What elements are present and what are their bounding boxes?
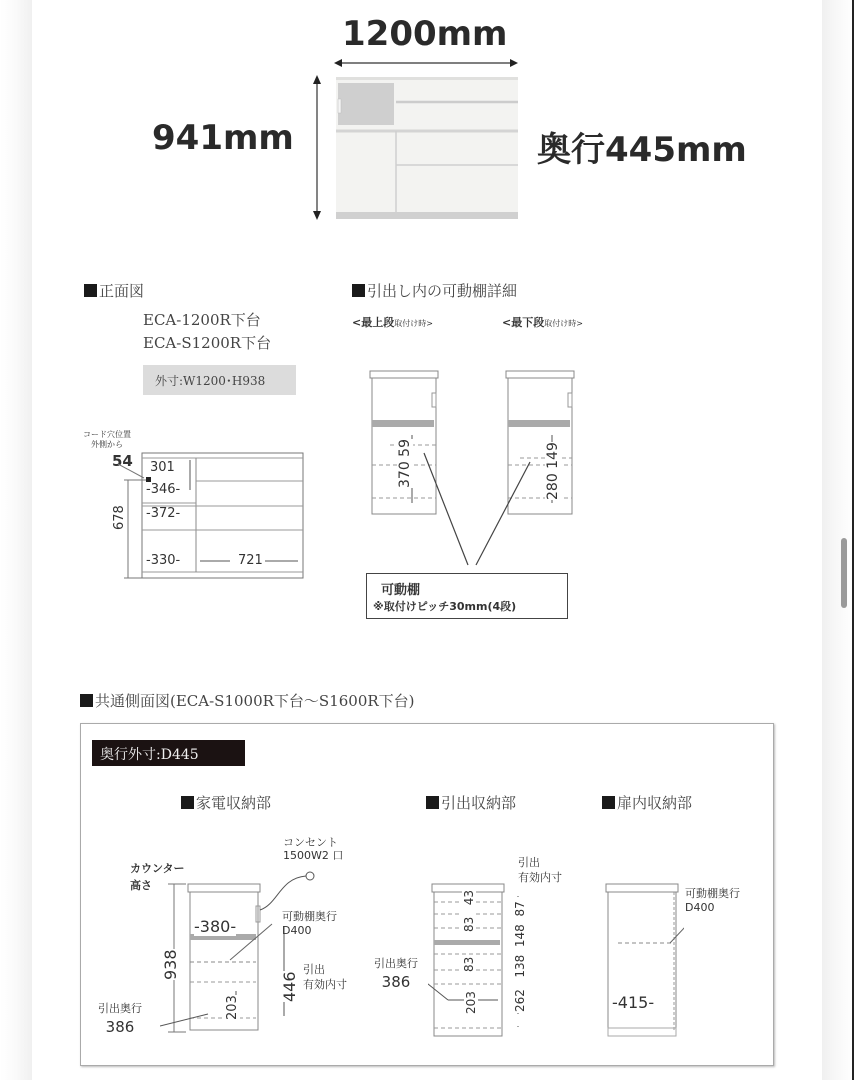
appliance-shelf-depth-note: 可動棚奥行 D400 <box>282 910 337 937</box>
square-bullet-icon <box>352 284 365 297</box>
dim-301: 301 <box>150 460 175 475</box>
drawer-inner-dim-83: 83 <box>462 956 476 972</box>
dim-678: 678 <box>112 505 127 530</box>
bottom-tier-caption: <最下段取付け時> <box>502 316 583 329</box>
dim-203-appliance: 203 <box>225 995 240 1020</box>
dim-346: -346- <box>146 482 181 497</box>
model-name-1: ECA-1200R下台 <box>143 311 261 329</box>
door-shelf-depth-note: 可動棚奥行 D400 <box>685 887 740 914</box>
movable-shelf-callout <box>366 573 568 619</box>
drawer-inner-dims-top: 83 43 <box>462 889 476 932</box>
movable-shelf-label: 可動棚 <box>381 583 421 598</box>
appliance-side-drawing <box>160 866 330 1038</box>
dim-446: 446 <box>280 971 299 1002</box>
dim-721: 721 <box>238 553 263 568</box>
cord-hole-note: コード穴位置 外側から <box>83 430 131 449</box>
appliance-drawer-depth-note: 引出奥行 386 <box>98 1002 142 1036</box>
dim-372: -372- <box>146 506 181 521</box>
appliance-storage-title: 家電収納部 <box>181 792 271 813</box>
square-bullet-icon <box>602 796 615 809</box>
cabinet-illustration <box>300 55 540 230</box>
left-gutter <box>0 0 32 1080</box>
drawer-detail-heading: 引出し内の可動棚詳細 <box>352 280 517 301</box>
drawer-storage-title: 引出収納部 <box>426 792 516 813</box>
top-tier-caption: <最上段取付け時> <box>352 316 433 329</box>
square-bullet-icon <box>84 284 97 297</box>
front-view-heading: 正面図 <box>84 280 144 301</box>
cord-hole-value: 54 <box>112 452 133 470</box>
mounting-pitch-note: ※取付けピッチ30mm(4段) <box>373 600 517 613</box>
door-side-drawing <box>604 880 684 1040</box>
bottom-tier-dims: 280 149 <box>545 442 561 500</box>
drawer-depth-note: 引出奥行 386 <box>374 957 418 991</box>
side-view-heading: 共通側面図(ECA-S1000R下台〜S1600R下台) <box>80 690 415 711</box>
dim-415: -415- <box>612 993 655 1012</box>
scrollbar-thumb[interactable] <box>841 538 847 608</box>
depth-tag: 奥行外寸:D445 <box>92 740 245 766</box>
top-tier-dims: 370 59 <box>397 438 413 488</box>
outlet-note: コンセント 1500W2 口 <box>283 836 344 862</box>
square-bullet-icon <box>181 796 194 809</box>
dim-938: 938 <box>161 949 180 980</box>
square-bullet-icon <box>426 796 439 809</box>
outer-dims-badge: 外寸:W1200･H938 <box>143 365 296 395</box>
model-name-2: ECA-S1200R下台 <box>143 334 272 352</box>
depth-label: 奥行445mm <box>537 130 747 170</box>
drawer-outer-dims: 262 138 148 87 <box>513 901 527 1012</box>
appliance-drawer-inner-note: 引出 有効内寸 <box>303 963 347 991</box>
counter-height-note: カウンター 高さ <box>130 862 185 892</box>
door-storage-title: 扉内収納部 <box>602 792 692 813</box>
right-gutter <box>822 0 854 1080</box>
dim-330: -330- <box>146 553 181 568</box>
height-label: 941mm <box>152 118 294 158</box>
width-label: 1200mm <box>342 14 508 54</box>
square-bullet-icon <box>80 694 93 707</box>
drawer-inner-note: 引出 有効内寸 <box>518 856 562 884</box>
drawer-inner-dim-203: 203 <box>464 991 478 1014</box>
dim-380: -380- <box>194 917 237 936</box>
